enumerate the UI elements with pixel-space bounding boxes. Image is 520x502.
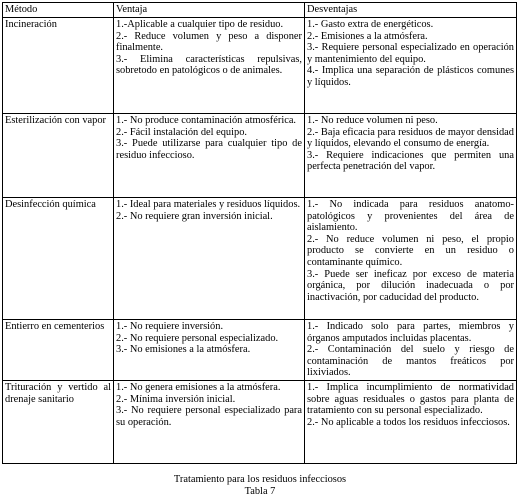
table-row: [3, 320, 517, 381]
list-item: 2.- No requiere gran inversión inicial.: [116, 210, 273, 222]
list-item: 1.- No reduce volumen ni peso.: [307, 115, 438, 126]
list-item: 1.- Implica incumplimiento de normatividad sobre aguas residuales o gastos para planta de tratamiento con su personal especializado.: [307, 382, 514, 417]
header-ventaja: Ventaja: [114, 3, 305, 18]
list-item: 4.- Implica una separación de plásticos comunes y líquidos.: [307, 65, 514, 88]
cell-ventaja: [114, 381, 305, 464]
cell-ventaja: [114, 320, 305, 381]
table-row: [3, 198, 517, 320]
table-row: [3, 114, 517, 198]
cell-metodo: Trituración y vertido al drenaje sanitario: [3, 381, 114, 464]
list-item: 3.- Elimina características repulsivas, sobretodo en patológicos o de animales.: [116, 53, 302, 77]
list-item: 2.- Reduce volumen y peso a disponer finalmente.: [116, 30, 302, 54]
list-item: 1.-Aplicable a cualquier tipo de residuo.: [116, 19, 284, 30]
cell-metodo: Desinfección química: [3, 198, 114, 320]
table-header-row: [3, 3, 517, 18]
treatment-methods-table: [2, 2, 517, 464]
list-item: 3.- Puede utilizarse para cualquier tipo de residuo infeccioso.: [116, 138, 302, 161]
list-item: 2.- Fácil instalación del equipo.: [116, 126, 248, 138]
cell-desventajas: [305, 320, 517, 381]
cell-metodo: Esterilización con vapor: [3, 114, 114, 198]
list-item: 1.- Indicado solo para partes, miembros y órganos amputados incluidas placentas.: [307, 321, 514, 344]
cell-ventaja: [114, 198, 305, 320]
header-desventajas: Desventajas: [305, 3, 517, 18]
table-number: Tabla 7: [244, 486, 276, 497]
list-item: 3.- No emisiones a la atmósfera.: [116, 344, 251, 356]
list-item: 3.- Requiere indicaciones que permiten una perfecta penetración del vapor.: [307, 149, 514, 173]
list-item: 2.- Contaminación del suelo y riesgo de contaminación de mantos freáticos por lixiviados.: [307, 344, 514, 379]
cell-ventaja: [114, 18, 305, 114]
list-item: 3.- Puede ser ineficaz por exceso de materia orgánica, por dilución inadecuada o por inactivación, por caducidad del producto.: [307, 268, 514, 303]
cell-desventajas: [305, 114, 517, 198]
cell-desventajas: [305, 198, 517, 320]
list-item: 1.- No produce contaminación atmosférica.: [116, 115, 297, 126]
list-item: 2.- Baja eficacia para residuos de mayor densidad y líquidos, elevando el consumo de energía.: [307, 126, 514, 150]
list-item: 3.- Requiere personal especializado en operación y mantenimiento del equipo.: [307, 42, 514, 65]
header-metodo: Método: [3, 3, 114, 18]
list-item: 2.- Mínima inversión inicial.: [116, 393, 236, 405]
list-item: 2.- No requiere personal especializado.: [116, 332, 279, 344]
cell-ventaja: [114, 114, 305, 198]
list-item: 3.- No requiere personal especializado para su operación.: [116, 405, 302, 428]
list-item: 2.- Emisiones a la atmósfera.: [307, 30, 428, 42]
list-item: 1.- No indicada para residuos anatomo-patológicos y provenientes del área de aislamiento.: [307, 199, 514, 234]
list-item: 1.- Gasto extra de energéticos.: [307, 19, 434, 30]
list-item: 1.- No genera emisiones a la atmósfera.: [116, 382, 281, 393]
list-item: 2.- No reduce volumen ni peso, el propio producto se convierte en un residuo o contaminante químico.: [307, 233, 514, 268]
table-caption: Tratamiento para los residuos infecciosos: [173, 474, 347, 485]
cell-metodo: Incineración: [3, 18, 114, 114]
cell-desventajas: [305, 18, 517, 114]
table-row: [3, 381, 517, 464]
cell-metodo: Entierro en cementerios: [3, 320, 114, 381]
cell-desventajas: [305, 381, 517, 464]
table-row: [3, 18, 517, 114]
list-item: 1.- Ideal para materiales y residuos líquidos.: [116, 199, 301, 210]
list-item: 2.- No aplicable a todos los residuos infecciosos.: [307, 416, 510, 428]
list-item: 1.- No requiere inversión.: [116, 321, 224, 332]
